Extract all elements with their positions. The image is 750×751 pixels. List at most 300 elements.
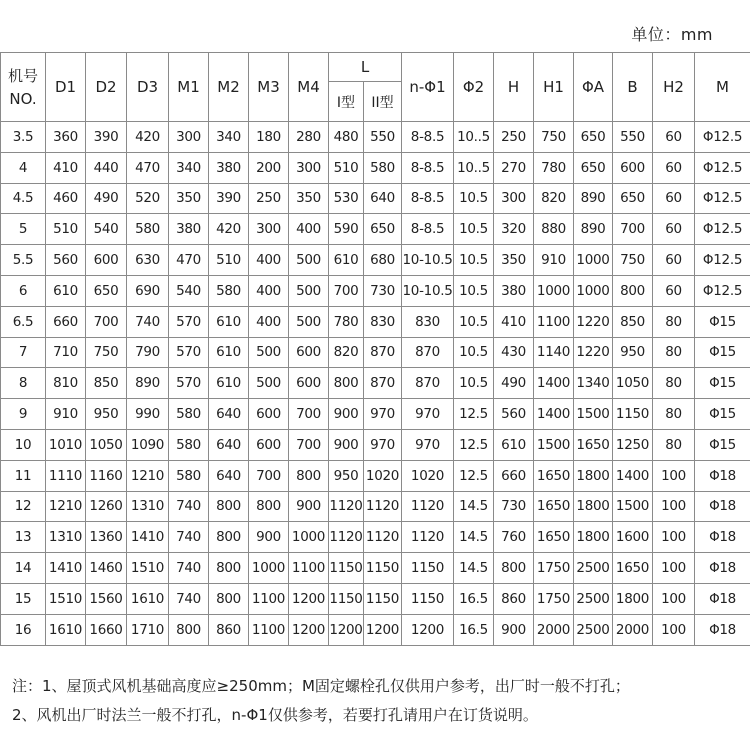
header-m4: M4: [289, 53, 329, 122]
table-cell: 12: [1, 491, 46, 522]
note-line-2: 2、风机出厂时法兰一般不打孔，n-Φ1仅供参考，若要打孔请用户在订货说明。: [12, 706, 538, 724]
table-cell: 380: [169, 214, 209, 245]
table-cell: 810: [46, 368, 86, 399]
table-cell: 800: [494, 553, 534, 584]
table-cell: 1020: [402, 460, 454, 491]
table-cell: 8: [1, 368, 46, 399]
table-cell: 970: [402, 429, 454, 460]
table-cell: 3.5: [1, 122, 46, 153]
table-cell: 900: [249, 522, 289, 553]
header-n-phi1: n-Φ1: [402, 53, 454, 122]
table-row: [1, 152, 750, 183]
table-cell: 610: [209, 368, 249, 399]
table-cell: 580: [169, 429, 209, 460]
header-l-type-ii: II型: [364, 82, 402, 122]
table-cell: 10.5: [454, 306, 494, 337]
table-cell: 510: [209, 245, 249, 276]
table-cell: 400: [289, 214, 329, 245]
table-cell: 570: [169, 306, 209, 337]
header-l: L: [329, 53, 402, 82]
table-cell: 1090: [127, 429, 169, 460]
header-l-type-i: I型: [329, 82, 364, 122]
table-cell: 640: [209, 399, 249, 430]
table-cell: 4.5: [1, 183, 46, 214]
header-phi2: Φ2: [454, 53, 494, 122]
table-cell: 500: [289, 245, 329, 276]
table-cell: 550: [364, 122, 402, 153]
header-m: M: [695, 53, 750, 122]
table-cell: 400: [249, 275, 289, 306]
table-cell: 1000: [289, 522, 329, 553]
table-cell: 950: [86, 399, 127, 430]
table-cell: 570: [169, 368, 209, 399]
table-cell: 550: [613, 122, 653, 153]
table-cell: 420: [209, 214, 249, 245]
table-cell: 800: [209, 553, 249, 584]
table-cell: 1000: [534, 275, 574, 306]
table-cell: 440: [86, 152, 127, 183]
table-cell: 730: [364, 275, 402, 306]
table-cell: 1050: [613, 368, 653, 399]
table-cell: 1150: [364, 553, 402, 584]
table-cell: 340: [209, 122, 249, 153]
table-cell: 800: [209, 491, 249, 522]
table-cell: 400: [249, 306, 289, 337]
table-cell: 10.5: [454, 214, 494, 245]
table-cell: 890: [127, 368, 169, 399]
table-cell: 780: [329, 306, 364, 337]
table-cell: 10..5: [454, 152, 494, 183]
table-row: [1, 399, 750, 430]
table-cell: 950: [613, 337, 653, 368]
fan-dimension-table: [0, 52, 750, 646]
table-cell: 1220: [574, 306, 613, 337]
header-m3: M3: [249, 53, 289, 122]
table-cell: 1220: [574, 337, 613, 368]
table-row: [1, 522, 750, 553]
table-cell: 100: [653, 553, 695, 584]
table-cell: 1200: [289, 614, 329, 645]
table-cell: 870: [402, 337, 454, 368]
table-cell: 400: [249, 245, 289, 276]
table-cell: 270: [494, 152, 534, 183]
table-cell: 1560: [86, 583, 127, 614]
table-cell: 830: [364, 306, 402, 337]
table-cell: 600: [86, 245, 127, 276]
table-cell: 1120: [329, 522, 364, 553]
table-cell: 900: [329, 429, 364, 460]
table-cell: 14.5: [454, 491, 494, 522]
table-cell: 740: [169, 583, 209, 614]
table-cell: 950: [329, 460, 364, 491]
table-cell: 16: [1, 614, 46, 645]
table-cell: 700: [249, 460, 289, 491]
table-cell: 1260: [86, 491, 127, 522]
table-cell: 520: [127, 183, 169, 214]
table-cell: 490: [86, 183, 127, 214]
table-cell: 100: [653, 522, 695, 553]
table-cell: 5.5: [1, 245, 46, 276]
table-cell: 750: [534, 122, 574, 153]
table-cell: Φ18: [695, 553, 750, 584]
table-cell: 1150: [329, 553, 364, 584]
table-cell: 1020: [364, 460, 402, 491]
table-cell: 750: [86, 337, 127, 368]
table-cell: 10-10.5: [402, 275, 454, 306]
table-cell: 1160: [86, 460, 127, 491]
table-cell: 1000: [574, 275, 613, 306]
table-cell: 820: [329, 337, 364, 368]
table-cell: 850: [86, 368, 127, 399]
table-cell: 820: [534, 183, 574, 214]
table-cell: 600: [289, 337, 329, 368]
table-cell: 10.5: [454, 368, 494, 399]
table-cell: 14.5: [454, 553, 494, 584]
table-cell: 1400: [613, 460, 653, 491]
table-cell: 250: [249, 183, 289, 214]
table-row: [1, 553, 750, 584]
table-cell: 970: [364, 429, 402, 460]
table-cell: 580: [127, 214, 169, 245]
table-cell: 700: [86, 306, 127, 337]
table-cell: 910: [46, 399, 86, 430]
table-cell: 710: [46, 337, 86, 368]
table-cell: 790: [127, 337, 169, 368]
table-row: [1, 583, 750, 614]
table-cell: 1800: [574, 522, 613, 553]
table-cell: 1650: [534, 522, 574, 553]
table-cell: 1150: [402, 553, 454, 584]
table-cell: 500: [289, 275, 329, 306]
table-cell: 1500: [534, 429, 574, 460]
table-cell: 10-10.5: [402, 245, 454, 276]
table-cell: 1150: [329, 583, 364, 614]
table-cell: 900: [289, 491, 329, 522]
table-cell: 1500: [574, 399, 613, 430]
table-cell: 1200: [402, 614, 454, 645]
table-cell: 1510: [127, 553, 169, 584]
table-row: [1, 429, 750, 460]
table-cell: 1110: [46, 460, 86, 491]
header-model-cn: 机号: [7, 67, 38, 85]
table-cell: 540: [169, 275, 209, 306]
table-cell: 610: [46, 275, 86, 306]
table-cell: 350: [289, 183, 329, 214]
table-cell: 1200: [329, 614, 364, 645]
table-cell: Φ18: [695, 614, 750, 645]
table-cell: 800: [329, 368, 364, 399]
table-cell: 10.5: [454, 245, 494, 276]
header-d2: D2: [86, 53, 127, 122]
table-cell: 8-8.5: [402, 214, 454, 245]
table-cell: 80: [653, 429, 695, 460]
table-cell: 10.5: [454, 337, 494, 368]
table-cell: 380: [209, 152, 249, 183]
table-cell: 890: [574, 214, 613, 245]
table-cell: 300: [169, 122, 209, 153]
table-cell: 430: [494, 337, 534, 368]
table-cell: 340: [169, 152, 209, 183]
table-cell: 1140: [534, 337, 574, 368]
table-cell: 900: [494, 614, 534, 645]
table-cell: 200: [249, 152, 289, 183]
table-cell: 80: [653, 368, 695, 399]
table-cell: Φ15: [695, 306, 750, 337]
table-cell: 1460: [86, 553, 127, 584]
table-cell: 10..5: [454, 122, 494, 153]
table-cell: 6.5: [1, 306, 46, 337]
table-cell: 630: [127, 245, 169, 276]
table-cell: 8-8.5: [402, 183, 454, 214]
table-cell: 700: [289, 429, 329, 460]
header-h1: H1: [534, 53, 574, 122]
table-cell: 410: [494, 306, 534, 337]
table-cell: 750: [613, 245, 653, 276]
table-cell: 60: [653, 245, 695, 276]
table-cell: 500: [249, 337, 289, 368]
table-cell: 1800: [613, 583, 653, 614]
table-cell: 690: [127, 275, 169, 306]
table-cell: 100: [653, 614, 695, 645]
table-cell: Φ18: [695, 460, 750, 491]
table-cell: 6: [1, 275, 46, 306]
table-cell: 14: [1, 553, 46, 584]
table-cell: 850: [613, 306, 653, 337]
table-cell: 500: [289, 306, 329, 337]
table-cell: 8-8.5: [402, 122, 454, 153]
table-row: [1, 122, 750, 153]
header-h2: H2: [653, 53, 695, 122]
table-cell: 1200: [289, 583, 329, 614]
table-cell: 60: [653, 122, 695, 153]
table-row: [1, 337, 750, 368]
table-cell: 1610: [127, 583, 169, 614]
table-cell: 700: [289, 399, 329, 430]
table-cell: 1750: [534, 553, 574, 584]
table-cell: 540: [86, 214, 127, 245]
table-cell: 870: [364, 368, 402, 399]
table-row: [1, 306, 750, 337]
table-cell: 890: [574, 183, 613, 214]
table-cell: 10.5: [454, 183, 494, 214]
table-cell: 10: [1, 429, 46, 460]
table-cell: 600: [249, 429, 289, 460]
table-cell: 560: [494, 399, 534, 430]
table-cell: 1610: [46, 614, 86, 645]
table-cell: 1120: [364, 522, 402, 553]
table-cell: 500: [249, 368, 289, 399]
table-cell: 1400: [534, 399, 574, 430]
table-cell: 510: [46, 214, 86, 245]
table-cell: 2500: [574, 583, 613, 614]
table-cell: Φ12.5: [695, 122, 750, 153]
table-row: [1, 460, 750, 491]
table-cell: 5: [1, 214, 46, 245]
table-cell: 800: [613, 275, 653, 306]
table-cell: 60: [653, 152, 695, 183]
table-cell: 1360: [86, 522, 127, 553]
table-cell: 60: [653, 214, 695, 245]
header-m2: M2: [209, 53, 249, 122]
table-cell: 180: [249, 122, 289, 153]
table-cell: 580: [169, 460, 209, 491]
header-phia: ΦA: [574, 53, 613, 122]
table-cell: 1000: [574, 245, 613, 276]
table-cell: 1340: [574, 368, 613, 399]
table-cell: 740: [169, 491, 209, 522]
table-cell: 700: [329, 275, 364, 306]
table-cell: 1500: [613, 491, 653, 522]
table-cell: 900: [329, 399, 364, 430]
table-cell: 1100: [289, 553, 329, 584]
table-cell: 730: [494, 491, 534, 522]
table-cell: 870: [364, 337, 402, 368]
table-cell: 13: [1, 522, 46, 553]
table-cell: Φ12.5: [695, 245, 750, 276]
table-cell: 740: [169, 522, 209, 553]
table-cell: 580: [209, 275, 249, 306]
table-cell: 460: [46, 183, 86, 214]
table-cell: 15: [1, 583, 46, 614]
table-row: [1, 245, 750, 276]
header-d1: D1: [46, 53, 86, 122]
table-cell: 80: [653, 399, 695, 430]
table-cell: 760: [494, 522, 534, 553]
table-row: [1, 214, 750, 245]
table-cell: 2500: [574, 614, 613, 645]
table-cell: 360: [46, 122, 86, 153]
table-cell: Φ15: [695, 368, 750, 399]
table-cell: 16.5: [454, 614, 494, 645]
note-line-1: 注：1、屋顶式风机基础高度应≥250mm；M固定螺栓孔仅供用户参考，出厂时一般不打孔；: [12, 677, 630, 695]
table-cell: 1400: [534, 368, 574, 399]
table-cell: 1600: [613, 522, 653, 553]
table-cell: 530: [329, 183, 364, 214]
table-header: [1, 53, 750, 122]
header-b: B: [613, 53, 653, 122]
table-cell: 600: [249, 399, 289, 430]
table-cell: 410: [46, 152, 86, 183]
table-row: [1, 275, 750, 306]
table-cell: Φ12.5: [695, 275, 750, 306]
table-cell: 570: [169, 337, 209, 368]
notes: [12, 672, 630, 730]
table-cell: 390: [86, 122, 127, 153]
table-cell: 880: [534, 214, 574, 245]
table-cell: 1650: [574, 429, 613, 460]
table-cell: 12.5: [454, 399, 494, 430]
header-model-en: NO.: [9, 90, 37, 108]
table-cell: 1100: [249, 583, 289, 614]
table-cell: 1150: [402, 583, 454, 614]
table-cell: 1100: [249, 614, 289, 645]
table-cell: 1650: [613, 553, 653, 584]
table-row: [1, 491, 750, 522]
table-cell: 1210: [46, 491, 86, 522]
table-cell: 830: [402, 306, 454, 337]
table-cell: 610: [209, 337, 249, 368]
table-cell: 580: [169, 399, 209, 430]
table-cell: 1210: [127, 460, 169, 491]
table-cell: Φ18: [695, 491, 750, 522]
table-cell: 660: [46, 306, 86, 337]
table-cell: 470: [127, 152, 169, 183]
table-cell: 16.5: [454, 583, 494, 614]
table-cell: 800: [289, 460, 329, 491]
table-cell: 660: [494, 460, 534, 491]
table-row: [1, 614, 750, 645]
table-cell: 1650: [534, 460, 574, 491]
table-cell: 1510: [46, 583, 86, 614]
header-m1: M1: [169, 53, 209, 122]
table-cell: 470: [169, 245, 209, 276]
table-cell: 610: [329, 245, 364, 276]
table-cell: 10.5: [454, 275, 494, 306]
table-cell: 1050: [86, 429, 127, 460]
table-cell: 1310: [46, 522, 86, 553]
table-cell: 650: [364, 214, 402, 245]
table-cell: 510: [329, 152, 364, 183]
table-cell: 650: [86, 275, 127, 306]
table-cell: 11: [1, 460, 46, 491]
table-cell: 990: [127, 399, 169, 430]
table-cell: 12.5: [454, 429, 494, 460]
table-cell: 4: [1, 152, 46, 183]
table-cell: 1200: [364, 614, 402, 645]
table-cell: 300: [289, 152, 329, 183]
table-cell: Φ18: [695, 583, 750, 614]
unit-label: 单位：mm: [631, 25, 713, 44]
table-cell: 1800: [574, 460, 613, 491]
table-cell: 1010: [46, 429, 86, 460]
header-h: H: [494, 53, 534, 122]
table-cell: 350: [494, 245, 534, 276]
table-cell: 740: [169, 553, 209, 584]
table-cell: 1150: [364, 583, 402, 614]
table-cell: 100: [653, 583, 695, 614]
table-cell: 640: [209, 460, 249, 491]
table-cell: Φ12.5: [695, 152, 750, 183]
table-body: [1, 122, 750, 646]
table-cell: 800: [209, 522, 249, 553]
table-cell: 870: [402, 368, 454, 399]
table-cell: 1250: [613, 429, 653, 460]
table-cell: 800: [209, 583, 249, 614]
table-cell: 390: [209, 183, 249, 214]
table-cell: 1100: [534, 306, 574, 337]
table-cell: 1120: [402, 522, 454, 553]
table-cell: 1120: [364, 491, 402, 522]
table-cell: 700: [613, 214, 653, 245]
table-cell: 640: [364, 183, 402, 214]
table-cell: 60: [653, 275, 695, 306]
table-cell: 2000: [534, 614, 574, 645]
table-cell: 640: [209, 429, 249, 460]
table-cell: Φ15: [695, 399, 750, 430]
table-cell: 1120: [402, 491, 454, 522]
table-cell: 1000: [249, 553, 289, 584]
table-cell: 970: [364, 399, 402, 430]
table-cell: 1410: [46, 553, 86, 584]
table-cell: 860: [494, 583, 534, 614]
table-cell: Φ12.5: [695, 214, 750, 245]
table-cell: 250: [494, 122, 534, 153]
table-cell: 910: [534, 245, 574, 276]
table-cell: 60: [653, 183, 695, 214]
table-cell: 650: [574, 122, 613, 153]
table-row: [1, 183, 750, 214]
table-cell: 800: [249, 491, 289, 522]
